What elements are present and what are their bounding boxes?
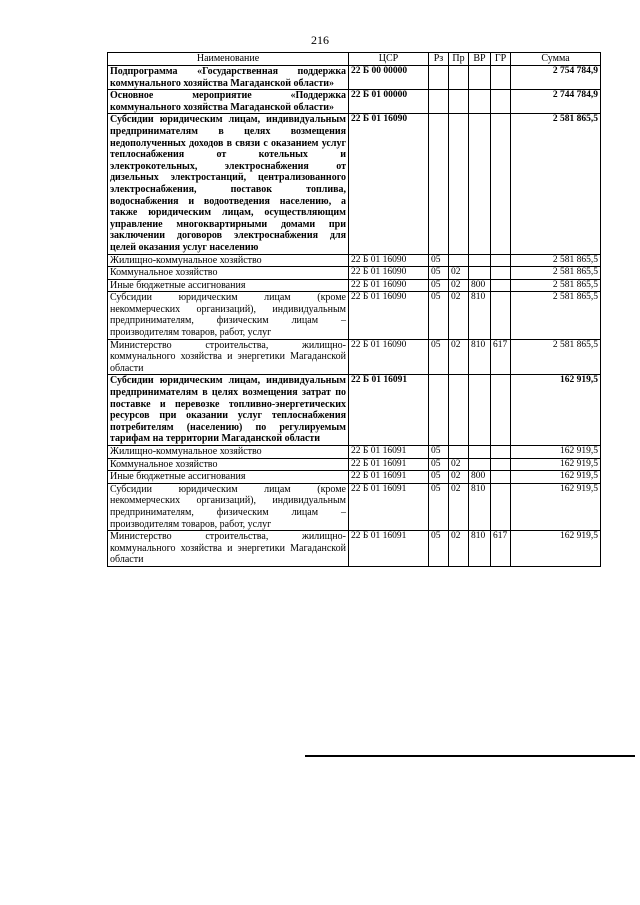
row-rz	[429, 114, 449, 254]
row-rz: 05	[429, 339, 449, 375]
row-sum: 162 919,5	[511, 446, 601, 459]
row-rz: 05	[429, 458, 449, 471]
table-row	[108, 471, 601, 484]
table-row	[108, 375, 601, 446]
row-gr	[491, 66, 511, 90]
row-csr: 22 Б 01 16090	[349, 267, 429, 280]
row-name: Иные бюджетные ассигнования	[108, 279, 349, 292]
table-header-row	[108, 53, 601, 66]
row-sum: 2 744 784,9	[511, 90, 601, 114]
row-gr	[491, 458, 511, 471]
row-rz: 05	[429, 279, 449, 292]
row-csr: 22 Б 01 16090	[349, 254, 429, 267]
table-row	[108, 339, 601, 375]
row-pr: 02	[449, 531, 469, 567]
row-name: Жилищно-коммунальное хозяйство	[108, 254, 349, 267]
table-row	[108, 458, 601, 471]
header-csr: ЦСР	[349, 53, 429, 66]
row-gr	[491, 375, 511, 446]
row-vr	[469, 375, 491, 446]
budget-table	[107, 52, 601, 567]
row-vr	[469, 114, 491, 254]
footer-divider	[305, 755, 635, 757]
row-csr: 22 Б 01 16090	[349, 279, 429, 292]
row-sum: 2 754 784,9	[511, 66, 601, 90]
row-vr	[469, 254, 491, 267]
row-csr: 22 Б 01 16090	[349, 339, 429, 375]
row-gr: 617	[491, 531, 511, 567]
row-csr: 22 Б 01 16091	[349, 446, 429, 459]
header-rz: Рз	[429, 53, 449, 66]
table-row	[108, 531, 601, 567]
row-gr	[491, 90, 511, 114]
row-rz	[429, 375, 449, 446]
row-sum: 2 581 865,5	[511, 339, 601, 375]
row-vr	[469, 458, 491, 471]
table-body	[108, 66, 601, 567]
row-rz: 05	[429, 292, 449, 339]
row-name: Субсидии юридическим лицам, индивидуальным предпринимателям в целях возмещения недополученных доходов в связи с оказанием услуг теплоснабжения от котельных и электрокотельных, электроснабжения от дизельных электростанций, централизованного электроснабжения, поставок топлива, водоснабжения и водоотведения населению, а также юридическим лицам, осуществляющим управление многоквартирными домами при заключении договоров электроснабжения для целей оказания услуг населению	[108, 114, 349, 254]
row-name: Основное мероприятие «Поддержка коммунального хозяйства Магаданской области»	[108, 90, 349, 114]
row-vr	[469, 267, 491, 280]
row-csr: 22 Б 01 16091	[349, 375, 429, 446]
row-gr	[491, 114, 511, 254]
row-pr: 02	[449, 471, 469, 484]
row-sum: 162 919,5	[511, 375, 601, 446]
row-gr: 617	[491, 339, 511, 375]
row-sum: 162 919,5	[511, 458, 601, 471]
row-vr	[469, 66, 491, 90]
row-name: Коммунальное хозяйство	[108, 267, 349, 280]
table-row	[108, 114, 601, 254]
row-sum: 162 919,5	[511, 471, 601, 484]
row-gr	[491, 483, 511, 530]
row-csr: 22 Б 01 16091	[349, 531, 429, 567]
row-pr: 02	[449, 458, 469, 471]
table-row	[108, 446, 601, 459]
row-csr: 22 Б 01 16091	[349, 458, 429, 471]
table-row	[108, 254, 601, 267]
row-name: Подпрограмма «Государственная поддержка коммунального хозяйства Магаданской области»	[108, 66, 349, 90]
row-gr	[491, 292, 511, 339]
row-name: Коммунальное хозяйство	[108, 458, 349, 471]
row-sum: 2 581 865,5	[511, 254, 601, 267]
table-row	[108, 90, 601, 114]
row-pr: 02	[449, 339, 469, 375]
row-rz: 05	[429, 531, 449, 567]
row-rz: 05	[429, 267, 449, 280]
row-name: Субсидии юридическим лицам, индивидуальным предпринимателям в целях возмещения затрат по поставке и перевозке топливно-энергетических ресурсов при оказании услуг теплоснабжения потребителям (населению) по регулируемым тарифам на территории Магаданской области	[108, 375, 349, 446]
row-name: Субсидии юридическим лицам (кроме некоммерческих организаций), индивидуальным предпринимателям, физическим лицам – производителям товаров, работ, услуг	[108, 292, 349, 339]
row-vr	[469, 446, 491, 459]
row-vr: 810	[469, 292, 491, 339]
row-gr	[491, 279, 511, 292]
header-vr: ВР	[469, 53, 491, 66]
row-csr: 22 Б 01 16091	[349, 483, 429, 530]
row-vr: 810	[469, 483, 491, 530]
row-name: Министерство строительства, жилищно-коммунального хозяйства и энергетики Магаданской области	[108, 339, 349, 375]
row-sum: 2 581 865,5	[511, 114, 601, 254]
row-rz	[429, 66, 449, 90]
header-pr: Пр	[449, 53, 469, 66]
table-row	[108, 292, 601, 339]
row-csr: 22 Б 01 16090	[349, 292, 429, 339]
header-name: Наименование	[108, 53, 349, 66]
row-pr	[449, 254, 469, 267]
row-csr: 22 Б 01 00000	[349, 90, 429, 114]
table-row	[108, 267, 601, 280]
row-pr: 02	[449, 267, 469, 280]
row-csr: 22 Б 01 16090	[349, 114, 429, 254]
row-gr	[491, 254, 511, 267]
row-sum: 2 581 865,5	[511, 267, 601, 280]
row-rz: 05	[429, 471, 449, 484]
row-rz: 05	[429, 254, 449, 267]
row-gr	[491, 267, 511, 280]
header-sum: Сумма	[511, 53, 601, 66]
row-sum: 162 919,5	[511, 483, 601, 530]
row-sum: 2 581 865,5	[511, 279, 601, 292]
page-number: 216	[311, 33, 329, 47]
row-pr	[449, 66, 469, 90]
row-rz: 05	[429, 446, 449, 459]
row-csr: 22 Б 00 00000	[349, 66, 429, 90]
table-row	[108, 483, 601, 530]
row-vr	[469, 90, 491, 114]
row-pr: 02	[449, 292, 469, 339]
row-vr: 810	[469, 339, 491, 375]
table-row	[108, 279, 601, 292]
header-gr: ГР	[491, 53, 511, 66]
row-name: Иные бюджетные ассигнования	[108, 471, 349, 484]
row-csr: 22 Б 01 16091	[349, 471, 429, 484]
row-gr	[491, 446, 511, 459]
table-row	[108, 66, 601, 90]
row-pr	[449, 375, 469, 446]
row-pr	[449, 90, 469, 114]
row-vr: 800	[469, 471, 491, 484]
row-sum: 2 581 865,5	[511, 292, 601, 339]
row-name: Жилищно-коммунальное хозяйство	[108, 446, 349, 459]
row-name: Министерство строительства, жилищно-коммунального хозяйства и энергетики Магаданской области	[108, 531, 349, 567]
row-rz: 05	[429, 483, 449, 530]
row-name: Субсидии юридическим лицам (кроме некоммерческих организаций), индивидуальным предпринимателям, физическим лицам – производителям товаров, работ, услуг	[108, 483, 349, 530]
row-pr: 02	[449, 483, 469, 530]
row-vr: 810	[469, 531, 491, 567]
row-pr	[449, 446, 469, 459]
row-sum: 162 919,5	[511, 531, 601, 567]
row-gr	[491, 471, 511, 484]
row-rz	[429, 90, 449, 114]
row-pr: 02	[449, 279, 469, 292]
row-pr	[449, 114, 469, 254]
row-vr: 800	[469, 279, 491, 292]
